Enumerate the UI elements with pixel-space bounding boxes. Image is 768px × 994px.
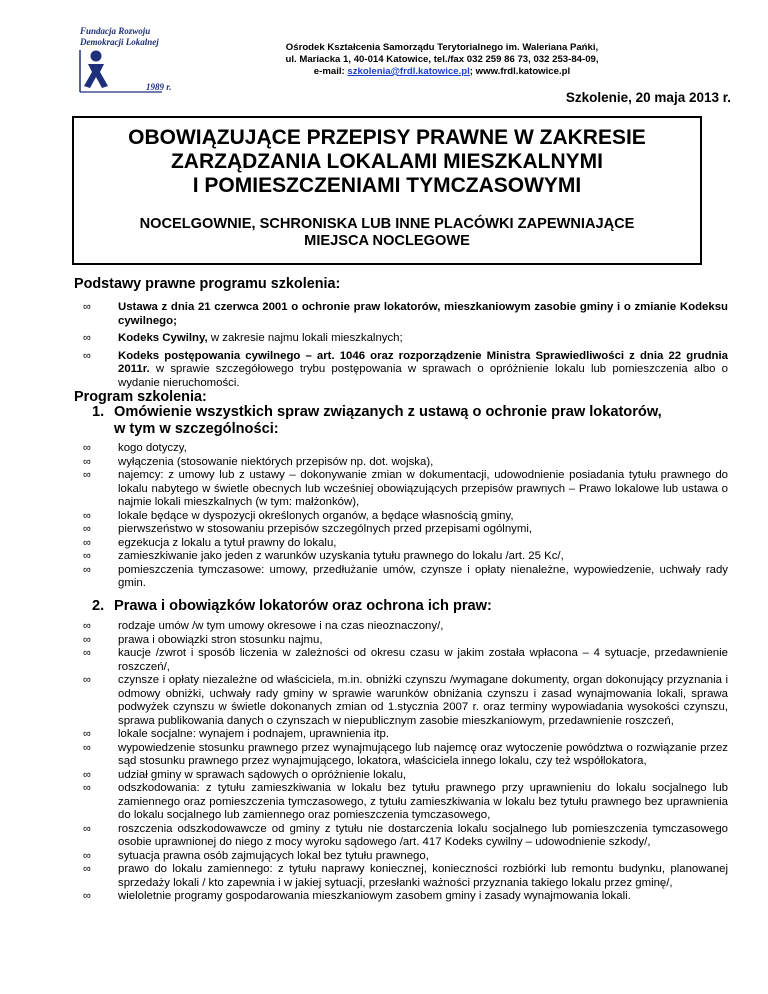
bullet-infinity-icon: ∞ xyxy=(83,536,91,549)
item-text: wyłączenia (stosowanie niektórych przepisów np. dot. wojska), xyxy=(118,455,434,468)
section-1-title-line-1: Omówienie wszystkich spraw związanych z ustawą o ochronie praw lokatorów, xyxy=(114,404,662,420)
legal-item-text: w sprawie szczegółowego trybu postępowania w sprawach o opróżnienie lokalu lub pomieszczenia albo o wydanie nieruchomości. xyxy=(118,363,728,389)
bullet-infinity-icon: ∞ xyxy=(83,523,91,535)
bullet-infinity-icon: ∞ xyxy=(83,768,91,781)
email-prefix: e-mail: xyxy=(313,66,348,77)
bullet-infinity-icon: ∞ xyxy=(83,349,91,362)
bullet-infinity-icon: ∞ xyxy=(83,550,91,562)
list-item xyxy=(74,782,728,823)
item-text: czynsze i opłaty niezależne od właściciela, m.in. obniżki czynszu /wymagane dokumenty, organ dokonujący przyznania i odmowy obniżki, uchwały rady gminy w sprawie warunków obniżania czynszu i zasad wynajmowania lokali, sprawa podwyżek czynszu w świetle dokonanych zmian od 1.stycznia 2007 r. oraz terminy wypowiadania wysokości czynszu, sprawa publikowania danych o czynszach w niepublicznym zasobie mieszkaniowym, przedawnienie roszczeń, xyxy=(118,674,728,727)
list-item xyxy=(74,564,728,591)
logo-line-2: Demokracji Lokalnej xyxy=(80,37,159,47)
foundation-logo xyxy=(66,26,176,92)
bullet-infinity-icon: ∞ xyxy=(83,890,91,902)
list-item xyxy=(74,634,728,648)
bullet-infinity-icon: ∞ xyxy=(83,509,91,522)
logo-year: 1989 r. xyxy=(146,82,172,92)
item-text: wypowiedzenie stosunku prawnego przez wynajmującego lub najemcę oraz wytoczenie powództwa o rozwiązanie przez sąd stosunku prawnego przez wynajmującego, lokatora, właściciela innego lokalu, czy też współlokatora, xyxy=(118,741,728,767)
email-suffix: ; www.frdl.katowice.pl xyxy=(469,66,571,77)
list-item xyxy=(74,674,728,728)
list-item xyxy=(74,350,728,391)
title-box xyxy=(72,116,702,265)
header-line-3 xyxy=(232,66,652,78)
bullet-infinity-icon: ∞ xyxy=(83,633,91,646)
bullet-infinity-icon: ∞ xyxy=(83,782,91,794)
item-text: lokale będące w dyspozycji określonych organów, a będące własnością gminy, xyxy=(118,509,514,522)
list-item xyxy=(74,523,728,537)
item-text: lokale socjalne: wynajem i podnajem, uprawnienia itp. xyxy=(118,728,389,740)
title-line-3: I POMIESZCZENIAMI TYMCZASOWYMI xyxy=(192,174,582,197)
list-item xyxy=(74,456,728,470)
bullet-infinity-icon: ∞ xyxy=(83,455,91,468)
legal-item-bold: Kodeks postępowania cywilnego – art. 1046 oraz rozporządzenie Ministra Sprawiedliwości z dnia 22 grudnia 2011r. xyxy=(118,349,728,375)
legal-item-text: w zakresie najmu lokali mieszkalnych; xyxy=(207,332,403,344)
item-text: kogo dotyczy, xyxy=(118,442,187,454)
bullet-infinity-icon: ∞ xyxy=(83,620,91,632)
list-item xyxy=(74,863,728,890)
list-item xyxy=(74,301,728,328)
list-item xyxy=(74,769,728,783)
bullet-infinity-icon: ∞ xyxy=(83,741,91,754)
section-2-title-text: Prawa i obowiązków lokatorów oraz ochrona ich praw: xyxy=(114,598,492,614)
program-heading: Program szkolenia: xyxy=(74,389,207,405)
logo-line-1: Fundacja Rozwoju xyxy=(80,26,151,36)
main-title xyxy=(74,126,700,198)
subtitle-line-1: NOCELGOWNIE, SCHRONISKA LUB INNE PLACÓWKI ZAPEWNIAJĄCE xyxy=(139,216,635,232)
item-text: kaucje /zwrot i sposób liczenia w zależności od okresu czasu w jakim została wpłacona – 4 sytuacje, przedawnienie roszczeń/, xyxy=(118,647,728,673)
title-line-1: OBOWIĄZUJĄCE PRZEPISY PRAWNE W ZAKRESIE xyxy=(128,126,646,149)
legal-basis-heading: Podstawy prawne programu szkolenia: xyxy=(74,276,341,292)
bullet-infinity-icon: ∞ xyxy=(83,332,91,344)
bullet-infinity-icon: ∞ xyxy=(83,442,91,454)
email-link[interactable]: szkolenia@frdl.katowice.pl xyxy=(347,66,470,77)
section-2-title xyxy=(92,598,728,615)
item-text: pierwszeństwo w stosowaniu przepisów szczególnych przed przepisami ogólnymi, xyxy=(118,523,533,535)
item-text: roszczenia odszkodowawcze od gminy z tytułu nie dostarczenia lokalu socjalnego lub pomieszczenia tymczasowego osobie uprawnionej do niego z mocy wyroku sądowego /art. 417 Kodeks cywilny – udowodnienie szkody/, xyxy=(118,822,728,848)
list-item xyxy=(74,728,728,742)
section-1-number: 1. xyxy=(92,404,105,420)
section-1-title xyxy=(92,404,728,438)
item-text: rodzaje umów /w tym umowy okresowe i na czas nieoznaczony/, xyxy=(118,620,444,632)
bullet-infinity-icon: ∞ xyxy=(83,469,91,481)
list-item xyxy=(74,332,728,346)
institution-header xyxy=(232,42,652,78)
list-item xyxy=(74,537,728,551)
item-text: egzekucja z lokalu a tytuł prawny do lokalu, xyxy=(118,536,337,549)
list-item xyxy=(74,647,728,674)
bullet-infinity-icon: ∞ xyxy=(83,849,91,862)
legal-basis-list xyxy=(74,301,728,394)
header-line-2: ul. Mariacka 1, 40-014 Katowice, tel./fax 032 259 86 73, 032 253-84-09, xyxy=(285,54,599,65)
bullet-infinity-icon: ∞ xyxy=(83,728,91,740)
legal-item-bold: Kodeks Cywilny, xyxy=(118,332,208,344)
bullet-infinity-icon: ∞ xyxy=(83,822,91,835)
bullet-infinity-icon: ∞ xyxy=(83,563,91,576)
section-1-title-line-2: w tym w szczególności: xyxy=(114,421,279,437)
item-text: zamieszkiwanie jako jeden z warunków uzyskania tytułu prawnego do lokalu /art. 25 Kc/, xyxy=(118,550,564,562)
list-item xyxy=(74,890,728,904)
header-line-1: Ośrodek Kształcenia Samorządu Terytorialnego im. Waleriana Pańki, xyxy=(285,42,599,53)
bullet-infinity-icon: ∞ xyxy=(83,674,91,686)
list-item xyxy=(74,550,728,564)
legal-item-bold: Ustawa z dnia 21 czerwca 2001 o ochronie praw lokatorów, mieszkaniowym zasobie gminy i o zmianie Kodeksu cywilnego; xyxy=(118,301,728,327)
bullet-infinity-icon: ∞ xyxy=(83,301,91,313)
list-item xyxy=(74,442,728,456)
item-text: wieloletnie programy gospodarowania mieszkaniowym zasobem gminy i zasady wynajmowania lokali. xyxy=(118,890,631,902)
item-text: najemcy: z umowy lub z ustawy – dokonywanie zmian w dokumentacji, udowodnienie posiadania tytułu prawnego do lokalu nabytego w świetle obecnych lub wcześniej obowiązujących przepisów prawnych – Prawo lokalowe lub ustawa o najmie lokali mieszkalnych (w tym: małżonków), xyxy=(118,469,728,508)
section-2-list xyxy=(74,620,728,904)
title-line-2: ZARZĄDZANIA LOKALAMI MIESZKALNYMI xyxy=(170,150,603,173)
subtitle xyxy=(74,216,700,250)
section-1-list xyxy=(74,442,728,591)
list-item xyxy=(74,823,728,850)
item-text: prawa i obowiązki stron stosunku najmu, xyxy=(118,633,323,646)
subtitle-line-2: MIEJSCA NOCLEGOWE xyxy=(304,233,470,249)
bullet-infinity-icon: ∞ xyxy=(83,863,91,875)
list-item xyxy=(74,850,728,864)
item-text: pomieszczenia tymczasowe: umowy, przedłużanie umów, czynsze i opłaty nienależne, wypowiedzenie, uchwały rady gmin. xyxy=(118,563,728,589)
list-item xyxy=(74,510,728,524)
list-item xyxy=(74,742,728,769)
bullet-infinity-icon: ∞ xyxy=(83,647,91,659)
item-text: prawo do lokalu zamiennego: z tytułu naprawy koniecznej, konieczności rozbiórki lub remontu budynku, planowanej sprzedaży lokali / kto zapewnia i w jakiej sytuacji, przesłanki ważności przyznania takiego lokalu przez gminę/, xyxy=(118,863,728,889)
training-date: Szkolenie, 20 maja 2013 r. xyxy=(565,90,731,105)
section-2-number: 2. xyxy=(92,598,105,614)
item-text: odszkodowania: z tytułu zamieszkiwania w lokalu bez tytułu prawnego przy uprawnieniu do lokalu socjalnego lub zamiennego oraz pomieszczenia tymczasowego, z tytułu zamieszkiwania w lokalu bez tytułu prawnego bez uprawnienia do lokalu socjalnego lub zamiennego oraz pomieszczenia tymczasowego, xyxy=(118,782,728,821)
item-text: udział gminy w sprawach sądowych o opróżnienie lokalu, xyxy=(118,768,407,781)
list-item xyxy=(74,620,728,634)
item-text: sytuacja prawna osób zajmujących lokal bez tytułu prawnego, xyxy=(118,849,429,862)
list-item xyxy=(74,469,728,510)
